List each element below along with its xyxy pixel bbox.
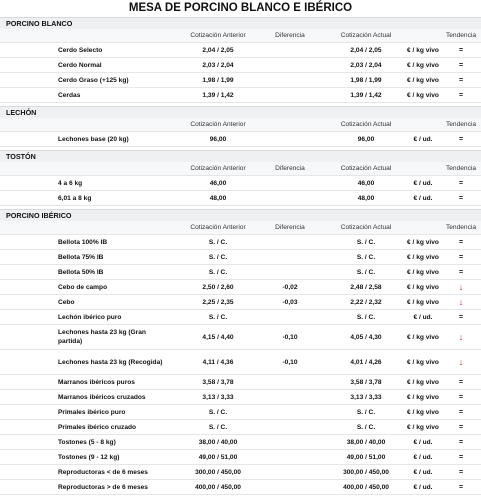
row-name: Lechones hasta 23 kg (Recogida) — [58, 358, 163, 366]
row-tendencia — [440, 43, 481, 57]
trend-equal-icon: = — [458, 453, 464, 461]
row-tendencia — [440, 450, 481, 464]
row-name: Reproductoras < de 6 meses — [58, 468, 148, 476]
row-actual: S. / C. — [356, 253, 376, 261]
row-unit: € / kg vivo — [407, 333, 439, 341]
row-anterior: 3,13 / 3,33 — [202, 393, 234, 401]
row-actual: 300,00 / 450,00 — [343, 468, 389, 476]
row-unit: € / kg vivo — [407, 378, 439, 386]
trend-equal-icon: = — [458, 393, 464, 401]
row-name: Cebo — [58, 298, 75, 306]
row-tendencia — [440, 295, 481, 309]
row-name: Lechones base (20 kg) — [58, 135, 129, 143]
row-unit: € / ud. — [413, 483, 433, 491]
row-actual: 1,98 / 1,99 — [350, 76, 382, 84]
row-diferencia — [265, 88, 315, 102]
row-name: Marranos ibéricos cruzados — [58, 393, 146, 401]
table-row — [0, 420, 481, 435]
trend-equal-icon: = — [458, 46, 464, 54]
header-tendencia: Tendencia — [445, 121, 477, 128]
row-anterior: S. / C. — [208, 238, 228, 246]
row-diferencia — [265, 132, 315, 146]
row-actual: S. / C. — [356, 313, 376, 321]
row-unit: € / ud. — [413, 135, 433, 143]
row-name: Primales ibérico cruzado — [58, 423, 137, 431]
row-anterior: 96,00 — [209, 135, 227, 143]
row-unit: € / ud. — [413, 179, 433, 187]
row-actual: S. / C. — [356, 408, 376, 416]
row-actual: 3,58 / 3,78 — [350, 378, 382, 386]
row-name: Bellota 50% IB — [58, 268, 104, 276]
row-tendencia — [440, 176, 481, 190]
trend-equal-icon: = — [458, 253, 464, 261]
table-row — [0, 480, 481, 495]
header-tendencia: Tendencia — [445, 224, 477, 231]
row-tendencia — [440, 235, 481, 249]
table-row — [0, 295, 481, 310]
trend-equal-icon: = — [458, 238, 464, 246]
row-diferencia — [265, 420, 315, 434]
trend-equal-icon: = — [458, 61, 464, 69]
row-tendencia — [440, 191, 481, 205]
table-row — [0, 465, 481, 480]
column-header-row — [0, 221, 481, 235]
row-unit: € / ud. — [413, 438, 433, 446]
trend-equal-icon: = — [458, 378, 464, 386]
row-anterior: 4,15 / 4,40 — [202, 333, 234, 341]
row-tendencia — [440, 375, 481, 389]
row-tendencia — [440, 132, 481, 146]
table-row — [0, 375, 481, 390]
trend-equal-icon: = — [458, 408, 464, 416]
table-row — [0, 325, 481, 350]
row-anterior: S. / C. — [208, 408, 228, 416]
row-diferencia — [265, 73, 315, 87]
row-actual: S. / C. — [356, 238, 376, 246]
row-anterior: S. / C. — [208, 423, 228, 431]
row-anterior: 38,00 / 40,00 — [198, 438, 238, 446]
row-diferencia — [265, 265, 315, 279]
row-name: Tostones (5 - 8 kg) — [58, 438, 116, 446]
table-row — [0, 73, 481, 88]
header-diferencia: Diferencia — [275, 165, 305, 172]
table-row — [0, 390, 481, 405]
trend-equal-icon: = — [458, 76, 464, 84]
table-row — [0, 132, 481, 147]
row-tendencia — [440, 480, 481, 494]
row-name: Primales ibérico puro — [58, 408, 126, 416]
column-header-row — [0, 29, 481, 43]
row-tendencia — [440, 250, 481, 264]
row-tendencia — [440, 405, 481, 419]
row-unit: € / kg vivo — [407, 423, 439, 431]
row-anterior: 1,39 / 1,42 — [202, 91, 234, 99]
row-name: Reproductoras > de 6 meses — [58, 483, 148, 491]
row-unit: € / kg vivo — [407, 61, 439, 69]
row-anterior: S. / C. — [208, 253, 228, 261]
row-unit: € / kg vivo — [407, 298, 439, 306]
row-actual: 46,00 — [357, 179, 375, 187]
trend-equal-icon: = — [458, 135, 464, 143]
column-header-row — [0, 162, 481, 176]
row-diferencia: -0,03 — [282, 298, 298, 306]
row-tendencia — [440, 58, 481, 72]
row-tendencia — [440, 435, 481, 449]
row-name: Cebo de campo — [58, 283, 108, 291]
row-name: Bellota 75% IB — [58, 253, 104, 261]
row-name: 4 a 6 kg — [58, 179, 83, 187]
row-unit: € / kg vivo — [407, 46, 439, 54]
row-diferencia — [265, 375, 315, 389]
row-diferencia: -0,10 — [282, 333, 298, 341]
row-anterior: 48,00 — [209, 194, 227, 202]
row-diferencia — [265, 235, 315, 249]
trend-equal-icon: = — [458, 438, 464, 446]
header-actual: Cotización Actual — [340, 121, 392, 128]
row-actual: 2,03 / 2,04 — [350, 61, 382, 69]
row-actual: 96,00 — [357, 135, 375, 143]
row-diferencia — [265, 450, 315, 464]
trend-equal-icon: = — [458, 468, 464, 476]
trend-down-icon: ↓ — [458, 357, 464, 367]
header-anterior: Cotización Anterior — [190, 32, 246, 39]
column-header-row — [0, 118, 481, 132]
row-anterior: 2,03 / 2,04 — [202, 61, 234, 69]
row-tendencia — [440, 73, 481, 87]
header-diferencia: Diferencia — [275, 32, 305, 39]
row-unit: € / ud. — [413, 468, 433, 476]
row-anterior: 4,11 / 4,36 — [202, 358, 234, 366]
row-actual: 2,04 / 2,05 — [350, 46, 382, 54]
table-row — [0, 405, 481, 420]
row-diferencia — [265, 465, 315, 479]
row-name: Cerdo Selecto — [58, 46, 103, 54]
row-actual: 1,39 / 1,42 — [350, 91, 382, 99]
header-actual: Cotización Actual — [340, 32, 392, 39]
row-diferencia — [265, 176, 315, 190]
row-actual: 48,00 — [357, 194, 375, 202]
row-name: Lechones hasta 23 kg (Gran partida) — [58, 329, 146, 345]
row-name: Marranos ibéricos puros — [58, 378, 135, 386]
header-anterior: Cotización Anterior — [190, 121, 246, 128]
trend-equal-icon: = — [458, 179, 464, 187]
row-diferencia — [265, 405, 315, 419]
trend-equal-icon: = — [458, 313, 464, 321]
table-row — [0, 88, 481, 103]
row-diferencia — [265, 43, 315, 57]
row-diferencia — [265, 480, 315, 494]
row-diferencia — [265, 435, 315, 449]
table-row — [0, 58, 481, 73]
row-name: Cerdo Graso (+125 kg) — [58, 76, 129, 84]
trend-down-icon: ↓ — [458, 332, 464, 342]
sections-container — [0, 17, 481, 498]
row-diferencia: -0,10 — [282, 358, 298, 366]
row-anterior: S. / C. — [208, 313, 228, 321]
row-actual: S. / C. — [356, 423, 376, 431]
table-row — [0, 265, 481, 280]
row-tendencia — [440, 420, 481, 434]
row-anterior: 400,00 / 450,00 — [195, 483, 241, 491]
table-row — [0, 235, 481, 250]
table-row — [0, 435, 481, 450]
row-diferencia — [265, 250, 315, 264]
header-diferencia: Diferencia — [275, 224, 305, 231]
row-anterior: 2,04 / 2,05 — [202, 46, 234, 54]
row-unit: € / kg vivo — [407, 76, 439, 84]
section-header: LECHÓN — [0, 106, 481, 118]
row-unit: € / ud. — [413, 453, 433, 461]
row-actual: 400,00 / 450,00 — [343, 483, 389, 491]
row-anterior: 1,98 / 1,99 — [202, 76, 234, 84]
row-tendencia — [440, 325, 481, 349]
row-unit: € / kg vivo — [407, 283, 439, 291]
row-anterior: 49,00 / 51,00 — [198, 453, 238, 461]
row-actual: 49,00 / 51,00 — [346, 453, 386, 461]
header-actual: Cotización Actual — [340, 224, 392, 231]
table-row — [0, 250, 481, 265]
row-unit: € / kg vivo — [407, 253, 439, 261]
row-actual: 2,22 / 2,32 — [350, 298, 382, 306]
row-unit: € / kg vivo — [407, 393, 439, 401]
row-unit: € / kg vivo — [407, 408, 439, 416]
row-actual: 3,13 / 3,33 — [350, 393, 382, 401]
row-name: Bellota 100% IB — [58, 238, 108, 246]
row-tendencia — [440, 350, 481, 374]
table-row — [0, 450, 481, 465]
row-tendencia — [440, 88, 481, 102]
row-anterior: 3,58 / 3,78 — [202, 378, 234, 386]
trend-equal-icon: = — [458, 91, 464, 99]
section-header: PORCINO BLANCO — [0, 17, 481, 29]
row-unit: € / kg vivo — [407, 358, 439, 366]
row-name: Cerdas — [58, 91, 81, 99]
row-diferencia: -0,02 — [282, 283, 298, 291]
trend-equal-icon: = — [458, 483, 464, 491]
row-tendencia — [440, 465, 481, 479]
row-anterior: 2,25 / 2,35 — [202, 298, 234, 306]
row-name: 6,01 a 8 kg — [58, 194, 92, 202]
row-tendencia — [440, 390, 481, 404]
table-row — [0, 191, 481, 206]
row-anterior: 2,50 / 2,60 — [202, 283, 234, 291]
section-header: TOSTÓN — [0, 150, 481, 162]
row-unit: € / kg vivo — [407, 268, 439, 276]
table-row — [0, 350, 481, 375]
header-tendencia: Tendencia — [445, 165, 477, 172]
trend-down-icon: ↓ — [458, 282, 464, 292]
table-row — [0, 176, 481, 191]
header-actual: Cotización Actual — [340, 165, 392, 172]
trend-down-icon: ↓ — [458, 297, 464, 307]
row-anterior: S. / C. — [208, 268, 228, 276]
row-tendencia — [440, 265, 481, 279]
row-actual: 38,00 / 40,00 — [346, 438, 386, 446]
row-actual: 4,01 / 4,26 — [350, 358, 382, 366]
row-actual: 4,05 / 4,30 — [350, 333, 382, 341]
header-anterior: Cotización Anterior — [190, 165, 246, 172]
table-row — [0, 280, 481, 295]
row-name: Cerdo Normal — [58, 61, 102, 69]
row-name: Tostones (9 - 12 kg) — [58, 453, 120, 461]
trend-equal-icon: = — [458, 423, 464, 431]
row-unit: € / ud. — [413, 313, 433, 321]
trend-equal-icon: = — [458, 194, 464, 202]
trend-equal-icon: = — [458, 268, 464, 276]
row-tendencia — [440, 280, 481, 294]
row-anterior: 300,00 / 450,00 — [195, 468, 241, 476]
row-tendencia — [440, 310, 481, 324]
table-row — [0, 43, 481, 58]
row-actual: S. / C. — [356, 268, 376, 276]
row-diferencia — [265, 58, 315, 72]
row-unit: € / ud. — [413, 194, 433, 202]
header-anterior: Cotización Anterior — [190, 224, 246, 231]
row-actual: 2,48 / 2,58 — [350, 283, 382, 291]
row-anterior: 46,00 — [209, 179, 227, 187]
row-diferencia — [265, 390, 315, 404]
header-tendencia: Tendencia — [445, 32, 477, 39]
table-row — [0, 310, 481, 325]
row-diferencia — [265, 191, 315, 205]
section-header: PORCINO IBÉRICO — [0, 209, 481, 221]
row-name: Lechón ibérico puro — [58, 313, 122, 321]
row-unit: € / kg vivo — [407, 91, 439, 99]
page-title: MESA DE PORCINO BLANCO E IBÉRICO — [128, 2, 353, 14]
row-diferencia — [265, 310, 315, 324]
row-unit: € / kg vivo — [407, 238, 439, 246]
